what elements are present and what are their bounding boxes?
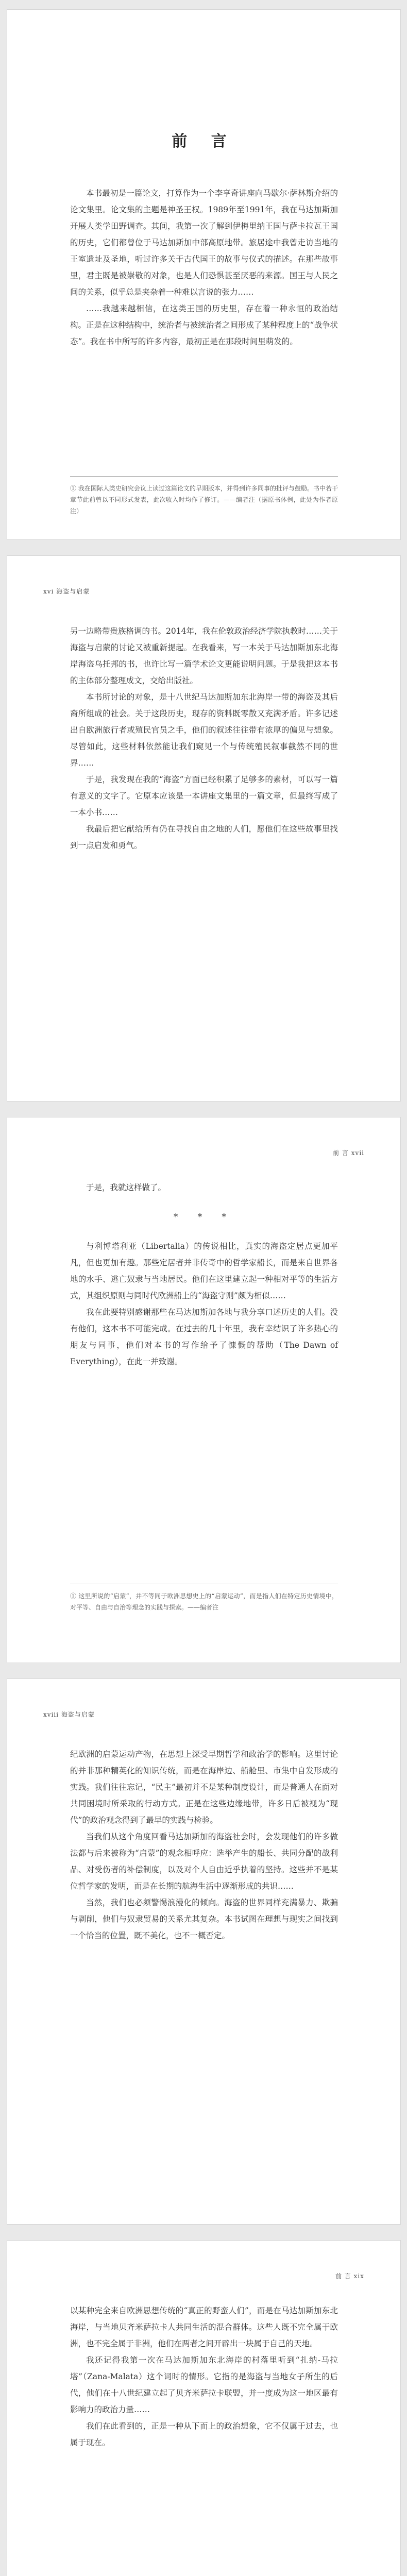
- paragraph: 我最后把它献给所有仍在寻找自由之地的人们，愿他们在这些故事里找到一点启发和勇气。: [70, 824, 338, 850]
- paragraph: 我在此要特别感谢那些在马达加斯加各地与我分享口述历史的人们。没有他们，这本书不可能完成。在过去的几十年里，我有幸结识了许多热心的朋友与同事，他们对本书的写作给予了慷慨的帮助（The Dawn of Everything），在此一并致谢。: [70, 1308, 338, 1366]
- paragraph: 本书所讨论的对象，是十八世纪马达加斯加东北海岸一带的海盗及其后裔所组成的社会。关于这段历史，现存的资料既零散又充满矛盾。许多记述出自欧洲旅行者或殖民官员之手，他们的叙述往往带有浓厚的偏见与想象。尽管如此，这些材料依然能让我们窥见一个与传统殖民叙事截然不同的世界……: [70, 692, 338, 768]
- body-text: [70, 1179, 338, 1370]
- paragraph: 当我们从这个角度回看马达加斯加的海盗社会时，会发现他们的许多做法都与后来被称为“启蒙”的观念相呼应：选举产生的船长、共同分配的战利品、对受伤者的补偿制度，以及对个人自由近乎执着的坚持。这些并不是某位哲学家的发明，而是在长期的航海生活中逐渐形成的共识……: [70, 1832, 338, 1891]
- footnote: ① 我在国际人类史研究会议上读过这篇论文的早期版本，并得到许多同事的批评与鼓励。书中若干章节此前曾以不同形式发表，此次收入时均作了修订。——编者注（据原书体例，此处为作者原注）: [70, 485, 338, 515]
- body-text: [70, 2302, 338, 2451]
- footnote-block: [70, 476, 338, 517]
- paragraph: 与利博塔利亚（Libertalia）的传说相比，真实的海盗定居点更加平凡，但也更加有趣。那些定居者并非传奇中的哲学家船长，而是来自世界各地的水手、逃亡奴隶与当地居民。他们在这里建立起一种相对平等的生活方式，其组织原则与同时代欧洲船上的“海盗守则”颇为相似……: [70, 1242, 338, 1300]
- paragraph: 当然，我们也必须警惕浪漫化的倾向。海盗的世界同样充满暴力、欺骗与剥削，他们与奴隶贸易的关系尤其复杂。本书试图在理想与现实之间找到一个恰当的位置，既不美化，也不一概否定。: [70, 1898, 338, 1940]
- paragraph: 我们在此看到的，正是一种从下而上的政治想象，它不仅属于过去，也属于现在。: [70, 2421, 338, 2447]
- paragraph: 于是，我就这样做了。: [86, 1183, 166, 1192]
- page-preface-4: [7, 1679, 401, 2225]
- running-head: xvi 海盗与启蒙: [43, 588, 90, 595]
- paragraph: 以某种完全来自欧洲思想传统的“真正的野蛮人们”，而是在马达加斯加东北海岸，与当地贝齐米萨拉卡人共同生活的混合群体。这些人既不完全属于欧洲，也不完全属于非洲，他们在两者之间开辟出一块属于自己的天地。: [70, 2306, 338, 2348]
- paragraph: 我还记得我第一次在马达加斯加东北海岸的村落里听到“扎纳-马拉塔”（Zana-Malata）这个词时的情形。它指的是海盗与当地女子所生的后代，他们在十八世纪建立起了贝齐米萨拉卡联盟，并一度成为这一地区最有影响力的政治力量……: [70, 2355, 338, 2414]
- paragraph: ……我越来越相信，在这类王国的历史里，存在着一种永恒的政治结构。正是在这种结构中，统治者与被统治者之间形成了某种程度上的“战争状态”。我在书中所写的许多内容，最初正是在那段时间里萌发的。: [70, 304, 338, 346]
- page-preface-3: [7, 1117, 401, 1663]
- page-preface-1: [7, 9, 401, 540]
- footnote: ① 这里所说的“启蒙”，并不等同于欧洲思想史上的“启蒙运动”，而是指人们在特定历史情境中，对平等、自由与自治等理念的实践与探索。——编者注: [70, 1592, 338, 1611]
- body-text: [70, 185, 338, 350]
- page-preface-5: [7, 2240, 401, 2576]
- running-head: xviii 海盗与启蒙: [43, 1711, 95, 1718]
- page-preface-2: [7, 555, 401, 1101]
- running-head: 前 言 xix: [335, 2273, 364, 2280]
- body-text: [70, 1746, 338, 1944]
- paragraph: 本书最初是一篇论文，打算作为一个李亨奇讲座向马歇尔·萨林斯介绍的论文集里。论文集的主题是神圣王权。1989年至1991年，我在马达加斯加开展人类学田野调查。其间，我第一次了解到伊梅里纳王国与萨卡拉瓦王国的历史，它们都曾位于马达加斯加中部高原地带。旅居途中我曾走访当地的王室遗址及圣地，听过许多关于古代国王的故事与仪式的描述。在那些故事里，君主既是被崇敬的对象，也是人们恐惧甚至厌恶的来源。国王与人民之间的关系，似乎总是夹杂着一种难以言说的张力……: [70, 189, 338, 297]
- footnote-block: [70, 1584, 338, 1613]
- paragraph: 另一边略带贵族格调的书。2014年，我在伦敦政治经济学院执教时……关于海盗与启蒙的讨论又被重新提起。在我看来，写一本关于马达加斯加东北海岸海盗乌托邦的书，也许比写一篇学术论文更能说明问题。于是我把这本书的主体部分整理成文，交给出版社。: [70, 626, 338, 685]
- section-break: * * *: [173, 1212, 235, 1223]
- paragraph: 纪欧洲的启蒙运动产物，在思想上深受早期哲学和政治学的影响。这里讨论的并非那种精英化的知识传统，而是在海岸边、船舱里、市集中自发形成的实践。我们往往忘记，“民主”最初并不是某种制度设计，而是普通人在面对共同困境时所采取的行动方式。正是在这些边缘地带，许多日后被视为“现代”的政治观念得到了最早的实践与检验。: [70, 1750, 338, 1825]
- running-head: 前 言 xvii: [333, 1149, 364, 1157]
- paragraph: 于是，我发现在我的“海盗”方面已经积累了足够多的素材，可以写一篇有意义的文字了。它原本应该是一本讲座文集里的一篇文章，但最终写成了一本小书……: [70, 775, 338, 817]
- body-text: [70, 623, 338, 854]
- page-title: 前 言: [172, 132, 236, 150]
